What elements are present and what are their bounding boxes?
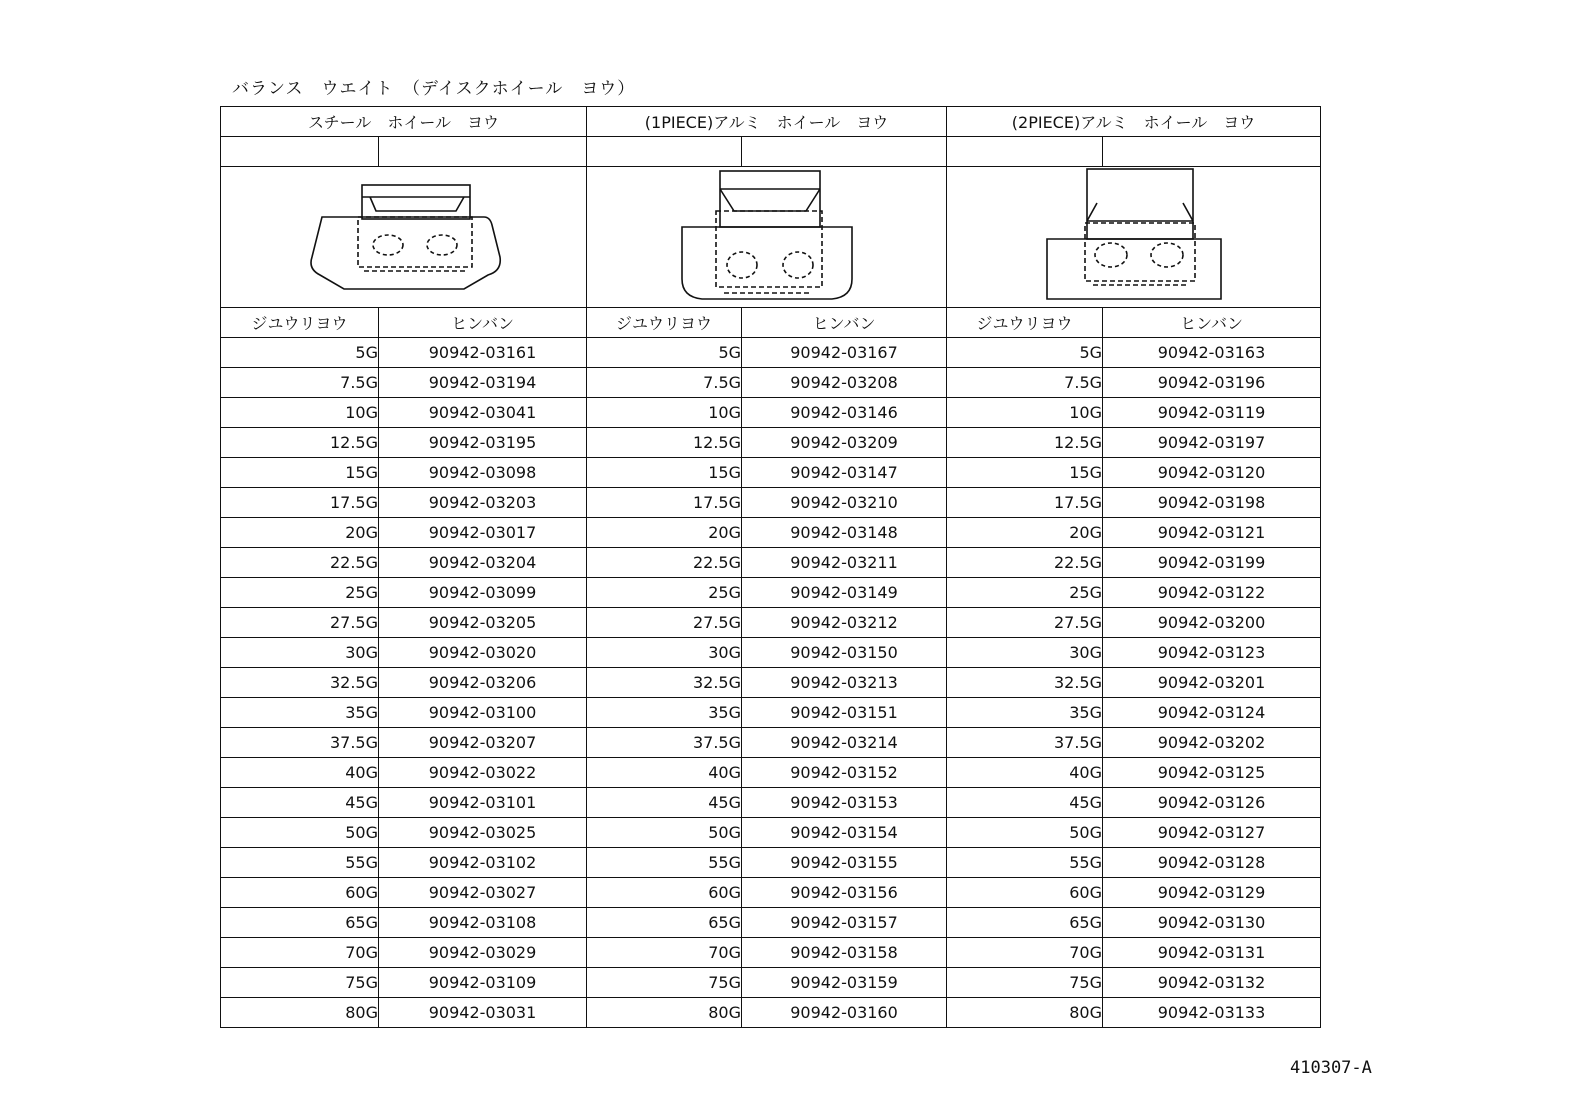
part-number-2piece: 90942-03127 xyxy=(1103,818,1321,848)
part-number-steel: 90942-03205 xyxy=(379,608,587,638)
weight-cell: 40G xyxy=(947,758,1103,788)
weight-cell: 10G xyxy=(587,398,742,428)
part-number-steel: 90942-03108 xyxy=(379,908,587,938)
weight-cell: 10G xyxy=(221,398,379,428)
part-number-steel: 90942-03203 xyxy=(379,488,587,518)
weight-cell: 17.5G xyxy=(221,488,379,518)
part-number-2piece: 90942-03123 xyxy=(1103,638,1321,668)
weight-cell: 70G xyxy=(221,938,379,968)
weight-cell: 20G xyxy=(947,518,1103,548)
table-row xyxy=(221,878,1321,908)
part-number-2piece: 90942-03163 xyxy=(1103,338,1321,368)
column-header-row xyxy=(221,308,1321,338)
part-number-1piece: 90942-03155 xyxy=(742,848,947,878)
weight-cell: 37.5G xyxy=(587,728,742,758)
part-number-1piece: 90942-03147 xyxy=(742,458,947,488)
part-number-2piece: 90942-03128 xyxy=(1103,848,1321,878)
weight-cell: 15G xyxy=(947,458,1103,488)
part-number-2piece: 90942-03125 xyxy=(1103,758,1321,788)
table-row xyxy=(221,848,1321,878)
part-number-2piece: 90942-03133 xyxy=(1103,998,1321,1028)
part-number-1piece: 90942-03210 xyxy=(742,488,947,518)
table-row xyxy=(221,698,1321,728)
weight-cell: 5G xyxy=(221,338,379,368)
weight-cell: 40G xyxy=(587,758,742,788)
part-number-2piece: 90942-03197 xyxy=(1103,428,1321,458)
weight-cell: 35G xyxy=(947,698,1103,728)
weight-cell: 70G xyxy=(947,938,1103,968)
1piece-weight-drawing-cell xyxy=(587,167,947,308)
part-number-2piece: 90942-03199 xyxy=(1103,548,1321,578)
part-number-1piece: 90942-03214 xyxy=(742,728,947,758)
table-row xyxy=(221,368,1321,398)
weight-cell: 10G xyxy=(947,398,1103,428)
group-2piece-alloy-wheel: (2PIECE)アルミ ホイール ヨウ xyxy=(947,107,1321,137)
part-number-2piece: 90942-03198 xyxy=(1103,488,1321,518)
part-number-steel: 90942-03022 xyxy=(379,758,587,788)
part-number-steel: 90942-03027 xyxy=(379,878,587,908)
weight-cell: 60G xyxy=(221,878,379,908)
weight-cell: 32.5G xyxy=(221,668,379,698)
part-number-2piece: 90942-03201 xyxy=(1103,668,1321,698)
weight-cell: 20G xyxy=(221,518,379,548)
part-number-1piece: 90942-03211 xyxy=(742,548,947,578)
group-header-row xyxy=(221,107,1321,137)
group-steel-wheel: スチール ホイール ヨウ xyxy=(221,107,587,137)
part-number-steel: 90942-03102 xyxy=(379,848,587,878)
part-number-1piece: 90942-03157 xyxy=(742,908,947,938)
weight-cell: 65G xyxy=(587,908,742,938)
part-number-2piece: 90942-03120 xyxy=(1103,458,1321,488)
weight-cell: 35G xyxy=(587,698,742,728)
weight-cell: 55G xyxy=(947,848,1103,878)
part-number-2piece: 90942-03196 xyxy=(1103,368,1321,398)
weight-cell: 80G xyxy=(947,998,1103,1028)
weight-cell: 37.5G xyxy=(221,728,379,758)
weight-cell: 12.5G xyxy=(587,428,742,458)
part-number-1piece: 90942-03149 xyxy=(742,578,947,608)
weight-cell: 30G xyxy=(221,638,379,668)
part-number-steel: 90942-03101 xyxy=(379,788,587,818)
weight-cell: 30G xyxy=(947,638,1103,668)
1piece-weight-drawing xyxy=(672,167,862,307)
weight-cell: 22.5G xyxy=(587,548,742,578)
weight-cell: 32.5G xyxy=(947,668,1103,698)
weight-cell: 55G xyxy=(587,848,742,878)
part-number-1piece: 90942-03167 xyxy=(742,338,947,368)
part-number-2piece: 90942-03119 xyxy=(1103,398,1321,428)
weight-cell: 65G xyxy=(947,908,1103,938)
table-row xyxy=(221,608,1321,638)
part-number-2piece: 90942-03132 xyxy=(1103,968,1321,998)
2piece-weight-drawing-cell xyxy=(947,167,1321,308)
part-number-steel: 90942-03100 xyxy=(379,698,587,728)
weight-cell: 45G xyxy=(221,788,379,818)
weight-cell: 5G xyxy=(947,338,1103,368)
header-part-2piece: ヒンバン xyxy=(1103,308,1321,338)
weight-cell: 17.5G xyxy=(587,488,742,518)
part-number-1piece: 90942-03146 xyxy=(742,398,947,428)
part-number-steel: 90942-03195 xyxy=(379,428,587,458)
table-row xyxy=(221,908,1321,938)
part-number-1piece: 90942-03156 xyxy=(742,878,947,908)
header-part-steel: ヒンバン xyxy=(379,308,587,338)
weight-cell: 7.5G xyxy=(587,368,742,398)
part-number-1piece: 90942-03158 xyxy=(742,938,947,968)
weight-cell: 45G xyxy=(947,788,1103,818)
weight-cell: 15G xyxy=(221,458,379,488)
part-number-1piece: 90942-03154 xyxy=(742,818,947,848)
table-row xyxy=(221,788,1321,818)
table-row xyxy=(221,518,1321,548)
table-row xyxy=(221,728,1321,758)
weight-cell: 12.5G xyxy=(947,428,1103,458)
weight-cell: 7.5G xyxy=(947,368,1103,398)
weight-cell: 30G xyxy=(587,638,742,668)
weight-cell: 25G xyxy=(587,578,742,608)
header-weight-2piece: ジユウリヨウ xyxy=(947,308,1103,338)
group-1piece-alloy-wheel: (1PIECE)アルミ ホイール ヨウ xyxy=(587,107,947,137)
weight-cell: 50G xyxy=(221,818,379,848)
part-number-steel: 90942-03207 xyxy=(379,728,587,758)
weight-cell: 75G xyxy=(587,968,742,998)
weight-cell: 40G xyxy=(221,758,379,788)
weight-cell: 27.5G xyxy=(947,608,1103,638)
weight-cell: 55G xyxy=(221,848,379,878)
part-number-steel: 90942-03098 xyxy=(379,458,587,488)
figure-code: 410307-A xyxy=(1290,1058,1372,1078)
part-number-steel: 90942-03017 xyxy=(379,518,587,548)
weight-cell: 65G xyxy=(221,908,379,938)
part-number-1piece: 90942-03148 xyxy=(742,518,947,548)
weight-cell: 75G xyxy=(221,968,379,998)
weight-cell: 45G xyxy=(587,788,742,818)
weight-cell: 27.5G xyxy=(221,608,379,638)
header-part-1piece: ヒンバン xyxy=(742,308,947,338)
part-number-steel: 90942-03041 xyxy=(379,398,587,428)
part-number-steel: 90942-03206 xyxy=(379,668,587,698)
table-row xyxy=(221,968,1321,998)
page-title: バランス ウエイト （デイスクホイール ヨウ） xyxy=(232,79,636,99)
weight-cell: 50G xyxy=(947,818,1103,848)
weight-cell: 80G xyxy=(221,998,379,1028)
part-number-steel: 90942-03099 xyxy=(379,578,587,608)
blank-row xyxy=(221,137,1321,167)
table-row xyxy=(221,668,1321,698)
weight-cell: 20G xyxy=(587,518,742,548)
weight-cell: 50G xyxy=(587,818,742,848)
weight-cell: 75G xyxy=(947,968,1103,998)
part-number-2piece: 90942-03122 xyxy=(1103,578,1321,608)
part-number-steel: 90942-03204 xyxy=(379,548,587,578)
part-number-steel: 90942-03020 xyxy=(379,638,587,668)
weight-cell: 17.5G xyxy=(947,488,1103,518)
steel-weight-drawing xyxy=(304,177,504,297)
weight-cell: 80G xyxy=(587,998,742,1028)
table-row xyxy=(221,488,1321,518)
balance-weight-table-wrapper xyxy=(220,106,1320,1028)
header-weight-1piece: ジユウリヨウ xyxy=(587,308,742,338)
table-row xyxy=(221,638,1321,668)
part-number-1piece: 90942-03208 xyxy=(742,368,947,398)
part-number-steel: 90942-03194 xyxy=(379,368,587,398)
part-number-1piece: 90942-03159 xyxy=(742,968,947,998)
part-number-2piece: 90942-03129 xyxy=(1103,878,1321,908)
weight-cell: 15G xyxy=(587,458,742,488)
steel-weight-drawing-cell xyxy=(221,167,587,308)
table-row xyxy=(221,398,1321,428)
table-row xyxy=(221,998,1321,1028)
drawing-row xyxy=(221,167,1321,308)
part-number-2piece: 90942-03130 xyxy=(1103,908,1321,938)
2piece-weight-drawing xyxy=(1039,167,1229,307)
part-number-1piece: 90942-03160 xyxy=(742,998,947,1028)
weight-cell: 22.5G xyxy=(947,548,1103,578)
weight-cell: 70G xyxy=(587,938,742,968)
weight-cell: 37.5G xyxy=(947,728,1103,758)
part-number-steel: 90942-03109 xyxy=(379,968,587,998)
part-number-2piece: 90942-03200 xyxy=(1103,608,1321,638)
part-number-1piece: 90942-03150 xyxy=(742,638,947,668)
weight-cell: 32.5G xyxy=(587,668,742,698)
weight-cell: 25G xyxy=(947,578,1103,608)
table-row xyxy=(221,428,1321,458)
part-number-1piece: 90942-03212 xyxy=(742,608,947,638)
weight-cell: 60G xyxy=(587,878,742,908)
header-weight-steel: ジユウリヨウ xyxy=(221,308,379,338)
weight-cell: 25G xyxy=(221,578,379,608)
weight-cell: 5G xyxy=(587,338,742,368)
table-row xyxy=(221,548,1321,578)
table-row xyxy=(221,938,1321,968)
table-row xyxy=(221,758,1321,788)
part-number-2piece: 90942-03202 xyxy=(1103,728,1321,758)
table-row xyxy=(221,458,1321,488)
part-number-steel: 90942-03161 xyxy=(379,338,587,368)
weight-cell: 27.5G xyxy=(587,608,742,638)
weight-cell: 60G xyxy=(947,878,1103,908)
part-number-2piece: 90942-03131 xyxy=(1103,938,1321,968)
table-row xyxy=(221,338,1321,368)
part-number-2piece: 90942-03121 xyxy=(1103,518,1321,548)
part-number-1piece: 90942-03213 xyxy=(742,668,947,698)
part-number-2piece: 90942-03126 xyxy=(1103,788,1321,818)
weight-cell: 7.5G xyxy=(221,368,379,398)
part-number-steel: 90942-03029 xyxy=(379,938,587,968)
table-row xyxy=(221,818,1321,848)
weight-cell: 22.5G xyxy=(221,548,379,578)
weight-cell: 35G xyxy=(221,698,379,728)
table-row xyxy=(221,578,1321,608)
part-number-1piece: 90942-03151 xyxy=(742,698,947,728)
part-number-steel: 90942-03031 xyxy=(379,998,587,1028)
balance-weight-table xyxy=(220,106,1321,1028)
part-number-1piece: 90942-03153 xyxy=(742,788,947,818)
weight-cell: 12.5G xyxy=(221,428,379,458)
part-number-2piece: 90942-03124 xyxy=(1103,698,1321,728)
part-number-steel: 90942-03025 xyxy=(379,818,587,848)
part-number-1piece: 90942-03209 xyxy=(742,428,947,458)
part-number-1piece: 90942-03152 xyxy=(742,758,947,788)
